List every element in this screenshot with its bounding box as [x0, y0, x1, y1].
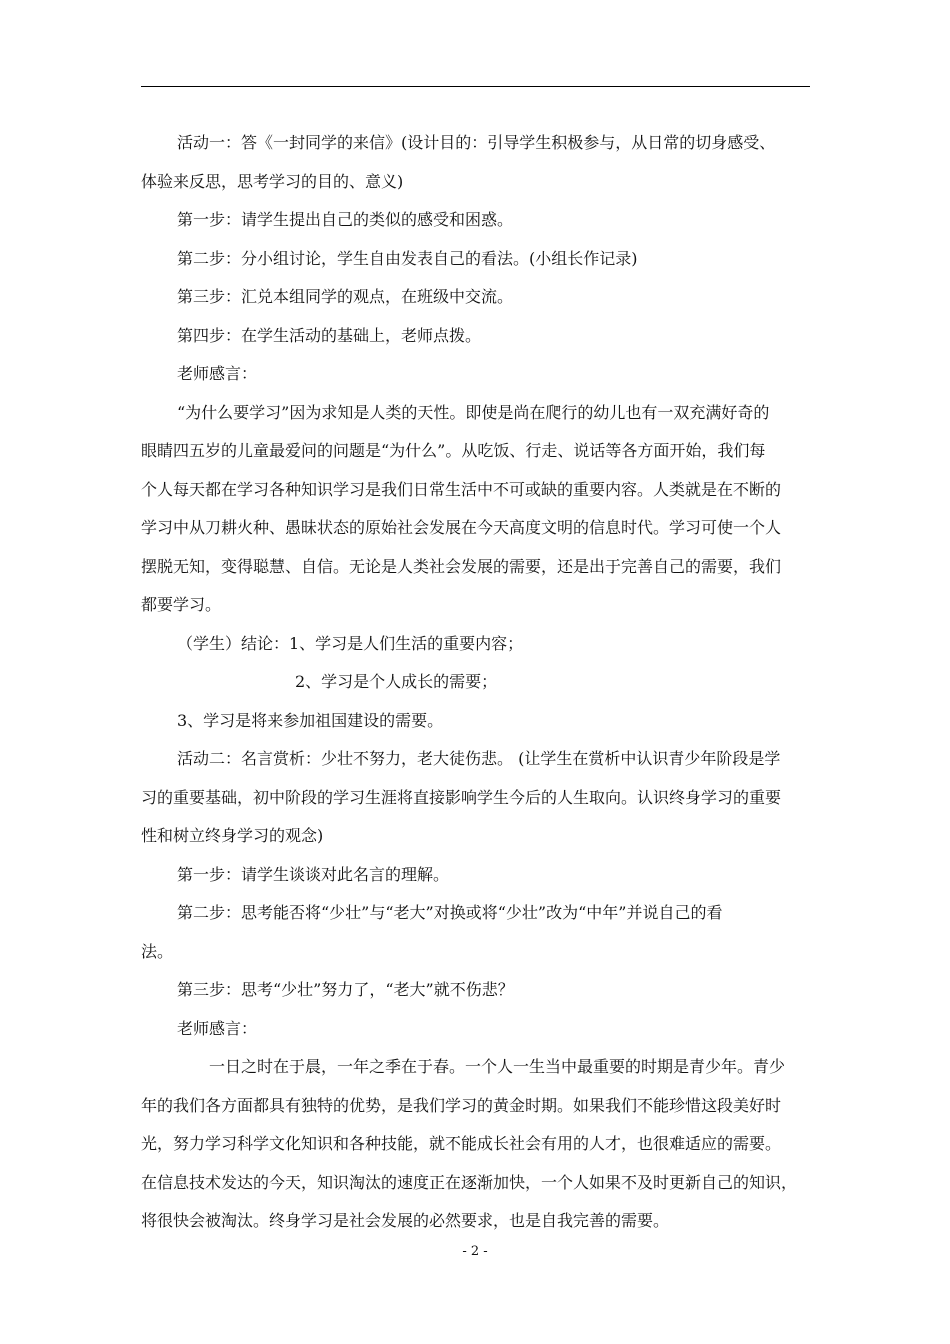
document-body: [141, 124, 810, 1241]
text-line: 第三步：思考“少壮”努力了，“老大”就不伤悲？: [177, 980, 514, 999]
text-line: 第四步：在学生活动的基础上，老师点拨。: [177, 325, 482, 345]
text-line: 老师感言：: [177, 364, 258, 383]
text-line: “为什么要学习”因为求知是人类的天性。即使是尚在爬行的幼儿也有一双充满好奇的: [177, 402, 770, 422]
text-line: 将很快会被淘汰。终身学习是社会发展的必然要求，也是自我完善的需要。: [141, 1211, 670, 1230]
text-line: 光，努力学习科学文化知识和各种技能，就不能成长社会有用的人才，也很难适应的需要。: [141, 1134, 782, 1153]
text-line: 活动二：名言赏析：少壮不努力，老大徒伤悲。 (让学生在赏析中认识青少年阶段是学: [177, 749, 781, 768]
text-line: 体验来反思，思考学习的目的、意义): [141, 171, 404, 191]
text-line: 3、学习是将来参加祖国建设的需要。: [177, 710, 444, 730]
text-line: 习的重要基础，初中阶段的学习生涯将直接影响学生今后的人生取向。认识终身学习的重要: [141, 787, 782, 807]
text-line: 第二步：分小组讨论，学生自由发表自己的看法。(小组长作记录): [177, 248, 638, 268]
text-line: 法。: [141, 941, 174, 961]
text-line: 第二步：思考能否将“少壮”与“老大”对换或将“少壮”改为“中年”并说自己的看: [177, 903, 723, 922]
header-rule: [141, 86, 810, 87]
text-line: 学习中从刀耕火种、愚昧状态的原始社会发展在今天高度文明的信息时代。学习可使一个人: [141, 518, 782, 537]
text-line: 个人每天都在学习各种知识学习是我们日常生活中不可或缺的重要内容。人类就是在不断的: [141, 479, 782, 499]
text-line: 老师感言：: [177, 1018, 258, 1038]
text-line: 在信息技术发达的今天，知识淘汰的速度正在逐渐加快，一个人如果不及时更新自己的知识，: [141, 1172, 798, 1192]
text-line: 活动一：答《一封同学的来信》(设计目的：引导学生积极参与，从日常的切身感受、: [177, 133, 776, 152]
text-line: 第三步：汇兑本组同学的观点，在班级中交流。: [177, 287, 514, 306]
text-line: 性和树立终身学习的观念): [141, 826, 324, 845]
text-line: 第一步：请学生谈谈对此名言的理解。: [177, 864, 450, 884]
text-line: 一日之时在于晨，一年之季在于春。一个人一生当中最重要的时期是青少年。青少: [209, 1057, 786, 1076]
text-line: 摆脱无知，变得聪慧、自信。无论是人类社会发展的需要，还是出于完善自己的需要，我们: [141, 556, 782, 576]
text-line: 2、学习是个人成长的需要；: [295, 672, 498, 691]
page-number: - 2 -: [462, 1244, 488, 1259]
text-line: 年的我们各方面都具有独特的优势，是我们学习的黄金时期。如果我们不能珍惜这段美好时: [141, 1095, 782, 1115]
text-line: 眼睛四五岁的儿童最爱问的问题是“为什么”。从吃饭、行走、说话等各方面开始，我们每: [141, 441, 766, 460]
text-line: （学生）结论：1、学习是人们生活的重要内容；: [177, 633, 524, 653]
text-line: 第一步：请学生提出自己的类似的感受和困惑。: [177, 210, 514, 229]
text-line: 都要学习。: [141, 595, 222, 614]
